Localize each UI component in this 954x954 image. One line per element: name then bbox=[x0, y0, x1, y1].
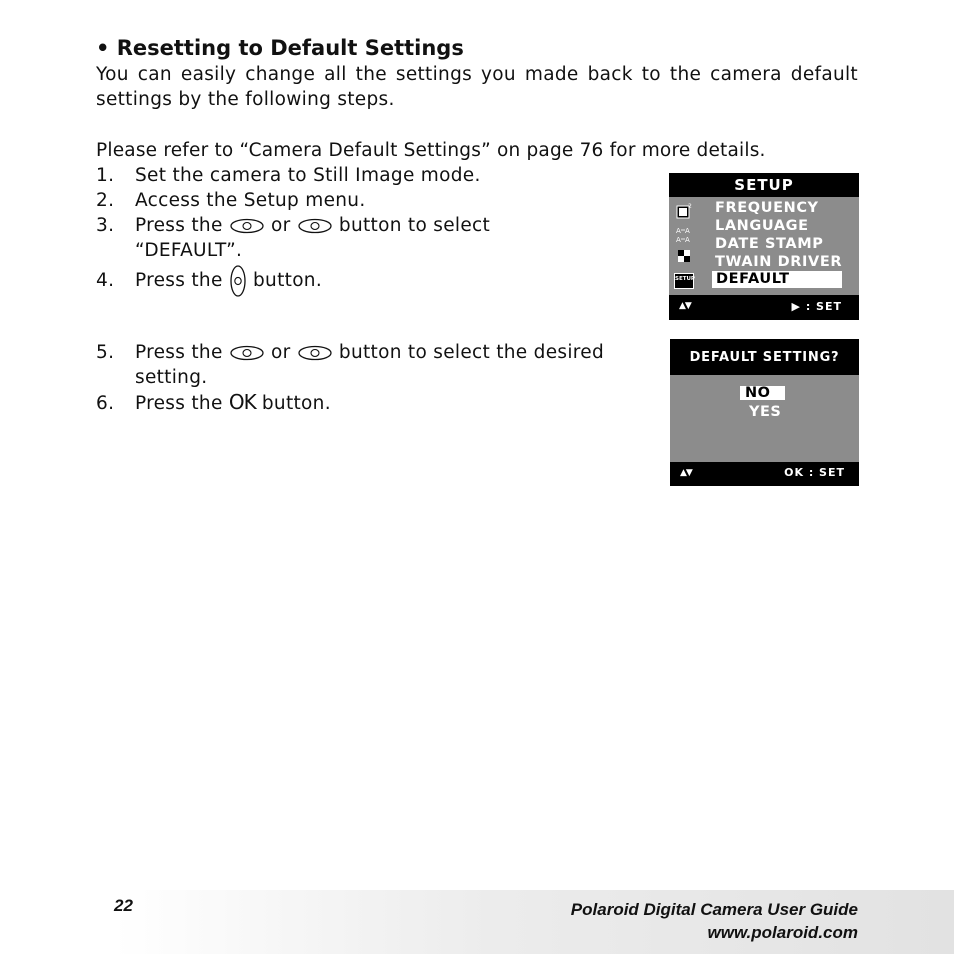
default-setting-footer bbox=[670, 462, 859, 486]
footer-guide bbox=[571, 898, 858, 944]
reference-note: Please refer to “Camera Default Settings” on page 76 for more details. bbox=[96, 140, 766, 161]
step-3 bbox=[96, 213, 490, 238]
step-2 bbox=[96, 188, 366, 213]
step-number: 5. bbox=[96, 342, 115, 363]
step-text: Press the bbox=[135, 215, 223, 236]
left-button-icon bbox=[229, 345, 265, 361]
left-button-icon bbox=[229, 218, 265, 234]
page-number: 22 bbox=[114, 896, 133, 915]
svg-text:A: A bbox=[685, 236, 690, 244]
guide-title: Polaroid Digital Camera User Guide bbox=[570, 900, 858, 919]
step-5 bbox=[96, 340, 604, 365]
set-hint: ▶ : SET bbox=[791, 300, 842, 313]
intro-paragraph: You can easily change all the settings you made back to the camera default settings by the following steps. bbox=[96, 64, 858, 110]
step-5-continued: setting. bbox=[135, 367, 208, 388]
up-down-arrows-icon: ▲▼ bbox=[680, 468, 692, 478]
step-number: 1. bbox=[96, 165, 115, 186]
step-4 bbox=[96, 264, 322, 298]
default-setting-screen bbox=[670, 339, 859, 486]
step-text: button to select the desired bbox=[338, 342, 604, 363]
step-text: or bbox=[271, 215, 291, 236]
frequency-icon bbox=[676, 203, 692, 219]
down-button-icon bbox=[229, 264, 247, 298]
menu-item-date-stamp[interactable]: DATE STAMP bbox=[715, 236, 824, 252]
section-heading: • Resetting to Default Settings bbox=[96, 36, 464, 60]
svg-text:2: 2 bbox=[688, 203, 692, 210]
step-1 bbox=[96, 163, 481, 188]
setup-screen bbox=[669, 173, 859, 320]
menu-item-language[interactable]: LANGUAGE bbox=[715, 218, 809, 234]
date-stamp-icon bbox=[676, 248, 692, 264]
step-number: 3. bbox=[96, 215, 115, 236]
menu-item-twain-driver[interactable]: TWAIN DRIVER bbox=[715, 254, 843, 270]
step-text: Press the bbox=[135, 342, 223, 363]
step-text: Access the Setup menu. bbox=[135, 190, 366, 211]
option-yes[interactable]: YES bbox=[749, 404, 782, 420]
step-text: Press the bbox=[135, 270, 223, 291]
step-number: 4. bbox=[96, 270, 115, 291]
step-number: 6. bbox=[96, 393, 115, 414]
menu-item-frequency[interactable]: FREQUENCY bbox=[715, 200, 819, 216]
right-button-icon bbox=[297, 345, 333, 361]
right-button-icon bbox=[297, 218, 333, 234]
step-text: button. bbox=[261, 393, 331, 414]
setup-screen-footer bbox=[669, 295, 859, 320]
step-text: Press the bbox=[135, 393, 223, 414]
step-number: 2. bbox=[96, 190, 115, 211]
setup-icon-label: SETUP bbox=[675, 276, 695, 282]
step-text: button to select bbox=[338, 215, 491, 236]
svg-text:A: A bbox=[676, 227, 681, 235]
setup-screen-title: SETUP bbox=[669, 173, 859, 197]
option-no[interactable]: NO bbox=[740, 386, 785, 400]
svg-text:A: A bbox=[685, 227, 690, 235]
ok-set-hint: OK : SET bbox=[784, 466, 845, 479]
up-down-arrows-icon: ▲▼ bbox=[679, 301, 691, 311]
guide-url[interactable]: www.polaroid.com bbox=[707, 923, 858, 942]
step-text: Set the camera to Still Image mode. bbox=[135, 165, 481, 186]
ok-button-icon: OK bbox=[228, 390, 256, 414]
menu-item-default[interactable]: DEFAULT bbox=[712, 271, 842, 288]
step-6 bbox=[96, 390, 331, 416]
step-3-continued: “DEFAULT”. bbox=[135, 240, 243, 261]
step-text: button. bbox=[253, 270, 323, 291]
language-icon bbox=[676, 226, 692, 244]
default-setting-title: DEFAULT SETTING? bbox=[670, 339, 859, 375]
svg-text:A: A bbox=[676, 236, 681, 244]
step-text: or bbox=[271, 342, 291, 363]
